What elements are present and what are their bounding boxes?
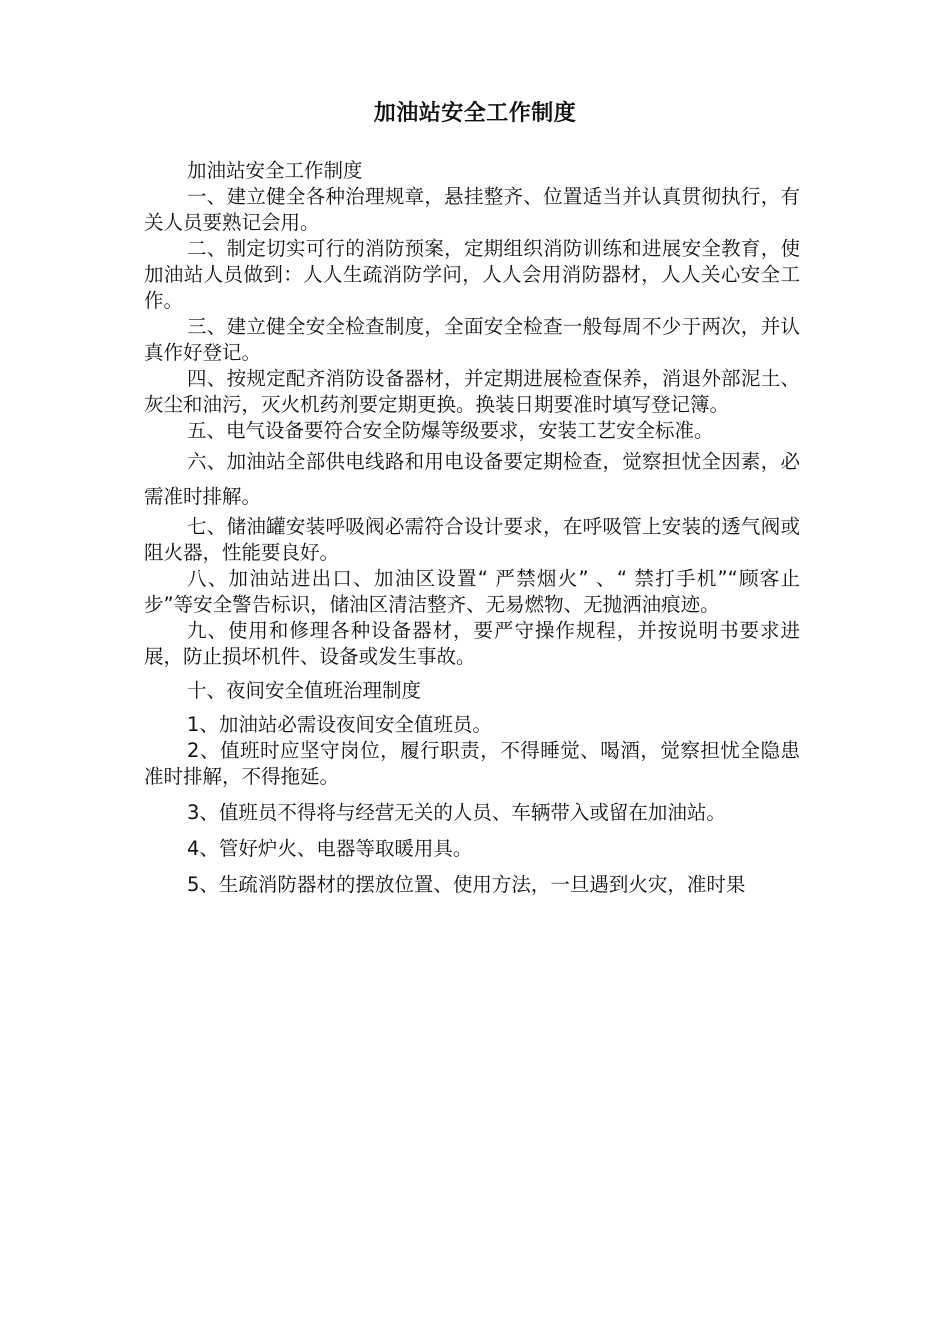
paragraph-item-5: 五、电气设备要符合安全防爆等级要求，安装工艺安全标准。 [187, 419, 714, 442]
paragraph-heading: 加油站安全工作制度 [187, 159, 363, 182]
paragraph-item-4: 四、按规定配齐消防设备器材，并定期进展检查保养，消退外部泥土、灰尘和油污，灭火机药剂要定期更换。换装日期要准时填写登记簿。 [144, 367, 800, 416]
paragraph-item-7: 七、储油罐安装呼吸阀必需符合设计要求，在呼吸管上安装的透气阀或阻火器，性能要良好。 [144, 515, 800, 564]
paragraph-item-1: 一、建立健全各种治理规章，悬挂整齐、位置适当并认真贯彻执行，有关人员要熟记会用。 [144, 185, 800, 234]
paragraph-item-3: 三、建立健全安全检查制度，全面安全检查一般每周不少于两次，并认真作好登记。 [144, 315, 800, 364]
paragraph-item-6: 六、加油站全部供电线路和用电设备要定期检查，觉察担忧全因素，必需准时排解。 [144, 450, 800, 508]
paragraph-item-9: 九、使用和修理各种设备器材，要严守操作规程，并按说明书要求进展，防止损坏机件、设备或发生事故。 [144, 619, 800, 668]
paragraph-sub-4: 4、管好炉火、电器等取暖用具。 [187, 837, 473, 860]
paragraph-sub-3: 3、值班员不得将与经营无关的人员、车辆带入或留在加油站。 [187, 801, 726, 824]
paragraph-item-2: 二、制定切实可行的消防预案，定期组织消防训练和进展安全教育，使加油站人员做到：人人生疏消防学问，人人会用消防器材，人人关心安全工作。 [144, 237, 800, 312]
paragraph-item-8: 八、加油站进出口、加油区设置“ 严禁烟火” 、“ 禁打手机”“顾客止步”等安全警告标识，储油区清洁整齐、无易燃物、无抛洒油痕迹。 [144, 567, 800, 616]
paragraph-item-10: 十、夜间安全值班治理制度 [187, 679, 422, 702]
paragraph-sub-5: 5、生疏消防器材的摆放位置、使用方法，一旦遇到火灾，准时果 [187, 873, 746, 896]
paragraph-sub-1: 1、加油站必需设夜间安全值班员。 [187, 713, 492, 736]
document-body [144, 158, 800, 898]
paragraph-sub-2: 2、值班时应坚守岗位，履行职责，不得睡觉、喝酒，觉察担忧全隐患准时排解，不得拖延。 [144, 739, 800, 788]
document-title: 加油站安全工作制度 [373, 101, 577, 126]
